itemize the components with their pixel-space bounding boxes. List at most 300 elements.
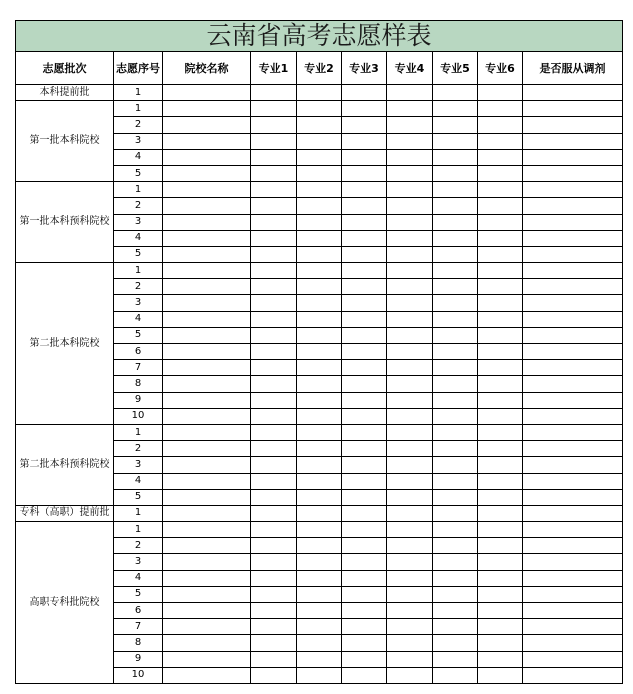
major-4-input-cell[interactable]: [387, 295, 433, 311]
adjust-input-cell[interactable]: [523, 133, 623, 149]
school-input-cell[interactable]: [163, 651, 251, 667]
major-3-input-cell[interactable]: [342, 149, 387, 165]
major-5-input-cell[interactable]: [433, 263, 478, 279]
major-2-input-cell[interactable]: [297, 441, 342, 457]
major-2-input-cell[interactable]: [297, 182, 342, 198]
major-2-input-cell[interactable]: [297, 311, 342, 327]
major-6-input-cell[interactable]: [478, 635, 523, 651]
major-6-input-cell[interactable]: [478, 619, 523, 635]
school-input-cell[interactable]: [163, 117, 251, 133]
major-1-input-cell[interactable]: [251, 619, 297, 635]
major-6-input-cell[interactable]: [478, 198, 523, 214]
major-5-input-cell[interactable]: [433, 489, 478, 505]
adjust-input-cell[interactable]: [523, 489, 623, 505]
school-input-cell[interactable]: [163, 538, 251, 554]
major-2-input-cell[interactable]: [297, 214, 342, 230]
major-4-input-cell[interactable]: [387, 441, 433, 457]
major-3-input-cell[interactable]: [342, 538, 387, 554]
major-5-input-cell[interactable]: [433, 603, 478, 619]
school-input-cell[interactable]: [163, 667, 251, 683]
major-5-input-cell[interactable]: [433, 279, 478, 295]
major-4-input-cell[interactable]: [387, 651, 433, 667]
major-3-input-cell[interactable]: [342, 505, 387, 521]
major-5-input-cell[interactable]: [433, 522, 478, 538]
major-4-input-cell[interactable]: [387, 392, 433, 408]
major-1-input-cell[interactable]: [251, 408, 297, 424]
adjust-input-cell[interactable]: [523, 344, 623, 360]
adjust-input-cell[interactable]: [523, 473, 623, 489]
adjust-input-cell[interactable]: [523, 619, 623, 635]
school-input-cell[interactable]: [163, 295, 251, 311]
adjust-input-cell[interactable]: [523, 149, 623, 165]
major-1-input-cell[interactable]: [251, 360, 297, 376]
major-3-input-cell[interactable]: [342, 263, 387, 279]
major-3-input-cell[interactable]: [342, 360, 387, 376]
major-1-input-cell[interactable]: [251, 538, 297, 554]
major-3-input-cell[interactable]: [342, 327, 387, 343]
adjust-input-cell[interactable]: [523, 230, 623, 246]
major-2-input-cell[interactable]: [297, 554, 342, 570]
major-4-input-cell[interactable]: [387, 165, 433, 181]
major-5-input-cell[interactable]: [433, 230, 478, 246]
major-4-input-cell[interactable]: [387, 457, 433, 473]
major-2-input-cell[interactable]: [297, 619, 342, 635]
adjust-input-cell[interactable]: [523, 392, 623, 408]
school-input-cell[interactable]: [163, 586, 251, 602]
adjust-input-cell[interactable]: [523, 311, 623, 327]
major-4-input-cell[interactable]: [387, 408, 433, 424]
school-input-cell[interactable]: [163, 133, 251, 149]
major-4-input-cell[interactable]: [387, 101, 433, 117]
major-3-input-cell[interactable]: [342, 279, 387, 295]
batch-label-cell: 第一批本科预科院校: [16, 182, 114, 263]
major-6-input-cell[interactable]: [478, 489, 523, 505]
major-3-input-cell[interactable]: [342, 619, 387, 635]
major-1-input-cell[interactable]: [251, 327, 297, 343]
major-2-input-cell[interactable]: [297, 392, 342, 408]
major-4-input-cell[interactable]: [387, 311, 433, 327]
major-3-input-cell[interactable]: [342, 133, 387, 149]
major-2-input-cell[interactable]: [297, 344, 342, 360]
major-6-input-cell[interactable]: [478, 246, 523, 262]
major-6-input-cell[interactable]: [478, 570, 523, 586]
major-6-input-cell[interactable]: [478, 392, 523, 408]
major-2-input-cell[interactable]: [297, 133, 342, 149]
major-3-input-cell[interactable]: [342, 408, 387, 424]
major-6-input-cell[interactable]: [478, 505, 523, 521]
school-input-cell[interactable]: [163, 279, 251, 295]
school-input-cell[interactable]: [163, 85, 251, 101]
major-6-input-cell[interactable]: [478, 182, 523, 198]
major-5-input-cell[interactable]: [433, 441, 478, 457]
adjust-input-cell[interactable]: [523, 376, 623, 392]
major-5-input-cell[interactable]: [433, 538, 478, 554]
major-5-input-cell[interactable]: [433, 182, 478, 198]
major-2-input-cell[interactable]: [297, 408, 342, 424]
major-3-input-cell[interactable]: [342, 457, 387, 473]
major-6-input-cell[interactable]: [478, 133, 523, 149]
major-1-input-cell[interactable]: [251, 392, 297, 408]
major-3-input-cell[interactable]: [342, 473, 387, 489]
major-1-input-cell[interactable]: [251, 311, 297, 327]
major-1-input-cell[interactable]: [251, 554, 297, 570]
major-4-input-cell[interactable]: [387, 376, 433, 392]
major-2-input-cell[interactable]: [297, 424, 342, 440]
major-6-input-cell[interactable]: [478, 85, 523, 101]
adjust-input-cell[interactable]: [523, 538, 623, 554]
school-input-cell[interactable]: [163, 360, 251, 376]
major-2-input-cell[interactable]: [297, 246, 342, 262]
major-6-input-cell[interactable]: [478, 457, 523, 473]
major-1-input-cell[interactable]: [251, 603, 297, 619]
major-6-input-cell[interactable]: [478, 327, 523, 343]
major-3-input-cell[interactable]: [342, 165, 387, 181]
major-4-input-cell[interactable]: [387, 619, 433, 635]
major-3-input-cell[interactable]: [342, 570, 387, 586]
major-1-input-cell[interactable]: [251, 214, 297, 230]
major-4-input-cell[interactable]: [387, 246, 433, 262]
school-input-cell[interactable]: [163, 570, 251, 586]
major-4-input-cell[interactable]: [387, 522, 433, 538]
major-1-input-cell[interactable]: [251, 635, 297, 651]
major-3-input-cell[interactable]: [342, 489, 387, 505]
major-2-input-cell[interactable]: [297, 376, 342, 392]
major-2-input-cell[interactable]: [297, 635, 342, 651]
school-input-cell[interactable]: [163, 635, 251, 651]
major-3-input-cell[interactable]: [342, 311, 387, 327]
school-input-cell[interactable]: [163, 489, 251, 505]
major-3-input-cell[interactable]: [342, 586, 387, 602]
major-1-input-cell[interactable]: [251, 457, 297, 473]
major-3-input-cell[interactable]: [342, 424, 387, 440]
major-4-input-cell[interactable]: [387, 263, 433, 279]
major-1-input-cell[interactable]: [251, 198, 297, 214]
school-input-cell[interactable]: [163, 522, 251, 538]
adjust-input-cell[interactable]: [523, 408, 623, 424]
major-1-input-cell[interactable]: [251, 182, 297, 198]
major-4-input-cell[interactable]: [387, 214, 433, 230]
major-1-input-cell[interactable]: [251, 667, 297, 683]
major-6-input-cell[interactable]: [478, 603, 523, 619]
major-2-input-cell[interactable]: [297, 473, 342, 489]
major-6-input-cell[interactable]: [478, 165, 523, 181]
major-5-input-cell[interactable]: [433, 133, 478, 149]
major-5-input-cell[interactable]: [433, 327, 478, 343]
school-input-cell[interactable]: [163, 263, 251, 279]
major-1-input-cell[interactable]: [251, 489, 297, 505]
school-input-cell[interactable]: [163, 311, 251, 327]
major-2-input-cell[interactable]: [297, 198, 342, 214]
major-6-input-cell[interactable]: [478, 667, 523, 683]
major-4-input-cell[interactable]: [387, 424, 433, 440]
major-1-input-cell[interactable]: [251, 295, 297, 311]
major-1-input-cell[interactable]: [251, 230, 297, 246]
major-5-input-cell[interactable]: [433, 473, 478, 489]
major-6-input-cell[interactable]: [478, 344, 523, 360]
major-2-input-cell[interactable]: [297, 505, 342, 521]
major-3-input-cell[interactable]: [342, 182, 387, 198]
major-4-input-cell[interactable]: [387, 635, 433, 651]
adjust-input-cell[interactable]: [523, 279, 623, 295]
major-3-input-cell[interactable]: [342, 651, 387, 667]
major-3-input-cell[interactable]: [342, 667, 387, 683]
major-6-input-cell[interactable]: [478, 473, 523, 489]
major-5-input-cell[interactable]: [433, 149, 478, 165]
adjust-input-cell[interactable]: [523, 182, 623, 198]
adjust-input-cell[interactable]: [523, 667, 623, 683]
major-6-input-cell[interactable]: [478, 441, 523, 457]
major-4-input-cell[interactable]: [387, 505, 433, 521]
major-3-input-cell[interactable]: [342, 376, 387, 392]
school-input-cell[interactable]: [163, 473, 251, 489]
major-5-input-cell[interactable]: [433, 570, 478, 586]
adjust-input-cell[interactable]: [523, 651, 623, 667]
major-5-input-cell[interactable]: [433, 424, 478, 440]
major-1-input-cell[interactable]: [251, 101, 297, 117]
major-4-input-cell[interactable]: [387, 279, 433, 295]
major-3-input-cell[interactable]: [342, 344, 387, 360]
major-2-input-cell[interactable]: [297, 570, 342, 586]
major-1-input-cell[interactable]: [251, 279, 297, 295]
major-1-input-cell[interactable]: [251, 117, 297, 133]
major-6-input-cell[interactable]: [478, 651, 523, 667]
major-2-input-cell[interactable]: [297, 101, 342, 117]
school-input-cell[interactable]: [163, 392, 251, 408]
school-input-cell[interactable]: [163, 101, 251, 117]
seq-number-cell: 2: [114, 441, 163, 457]
major-6-input-cell[interactable]: [478, 117, 523, 133]
school-input-cell[interactable]: [163, 182, 251, 198]
major-5-input-cell[interactable]: [433, 619, 478, 635]
major-2-input-cell[interactable]: [297, 149, 342, 165]
major-6-input-cell[interactable]: [478, 554, 523, 570]
major-2-input-cell[interactable]: [297, 230, 342, 246]
major-6-input-cell[interactable]: [478, 149, 523, 165]
adjust-input-cell[interactable]: [523, 295, 623, 311]
adjust-input-cell[interactable]: [523, 214, 623, 230]
major-5-input-cell[interactable]: [433, 165, 478, 181]
major-6-input-cell[interactable]: [478, 230, 523, 246]
major-3-input-cell[interactable]: [342, 554, 387, 570]
major-5-input-cell[interactable]: [433, 586, 478, 602]
major-3-input-cell[interactable]: [342, 117, 387, 133]
adjust-input-cell[interactable]: [523, 85, 623, 101]
major-6-input-cell[interactable]: [478, 263, 523, 279]
major-3-input-cell[interactable]: [342, 392, 387, 408]
major-3-input-cell[interactable]: [342, 522, 387, 538]
major-2-input-cell[interactable]: [297, 85, 342, 101]
major-5-input-cell[interactable]: [433, 505, 478, 521]
major-2-input-cell[interactable]: [297, 279, 342, 295]
adjust-input-cell[interactable]: [523, 505, 623, 521]
major-5-input-cell[interactable]: [433, 392, 478, 408]
major-1-input-cell[interactable]: [251, 376, 297, 392]
major-5-input-cell[interactable]: [433, 360, 478, 376]
major-4-input-cell[interactable]: [387, 344, 433, 360]
major-1-input-cell[interactable]: [251, 586, 297, 602]
major-5-input-cell[interactable]: [433, 101, 478, 117]
major-5-input-cell[interactable]: [433, 198, 478, 214]
major-2-input-cell[interactable]: [297, 603, 342, 619]
major-3-input-cell[interactable]: [342, 441, 387, 457]
major-6-input-cell[interactable]: [478, 214, 523, 230]
major-4-input-cell[interactable]: [387, 182, 433, 198]
major-5-input-cell[interactable]: [433, 667, 478, 683]
major-2-input-cell[interactable]: [297, 295, 342, 311]
major-4-input-cell[interactable]: [387, 133, 433, 149]
major-1-input-cell[interactable]: [251, 149, 297, 165]
adjust-input-cell[interactable]: [523, 522, 623, 538]
major-2-input-cell[interactable]: [297, 327, 342, 343]
major-5-input-cell[interactable]: [433, 651, 478, 667]
major-5-input-cell[interactable]: [433, 311, 478, 327]
major-6-input-cell[interactable]: [478, 376, 523, 392]
major-2-input-cell[interactable]: [297, 667, 342, 683]
major-2-input-cell[interactable]: [297, 651, 342, 667]
major-3-input-cell[interactable]: [342, 635, 387, 651]
major-1-input-cell[interactable]: [251, 424, 297, 440]
seq-number-cell: 4: [114, 473, 163, 489]
school-input-cell[interactable]: [163, 554, 251, 570]
seq-number-cell: 3: [114, 457, 163, 473]
major-3-input-cell[interactable]: [342, 101, 387, 117]
major-1-input-cell[interactable]: [251, 246, 297, 262]
major-1-input-cell[interactable]: [251, 165, 297, 181]
major-4-input-cell[interactable]: [387, 489, 433, 505]
major-2-input-cell[interactable]: [297, 522, 342, 538]
major-4-input-cell[interactable]: [387, 149, 433, 165]
school-input-cell[interactable]: [163, 149, 251, 165]
school-input-cell[interactable]: [163, 603, 251, 619]
major-5-input-cell[interactable]: [433, 376, 478, 392]
major-2-input-cell[interactable]: [297, 165, 342, 181]
major-6-input-cell[interactable]: [478, 360, 523, 376]
major-6-input-cell[interactable]: [478, 408, 523, 424]
major-6-input-cell[interactable]: [478, 311, 523, 327]
school-input-cell[interactable]: [163, 165, 251, 181]
major-3-input-cell[interactable]: [342, 246, 387, 262]
major-1-input-cell[interactable]: [251, 133, 297, 149]
major-4-input-cell[interactable]: [387, 570, 433, 586]
adjust-input-cell[interactable]: [523, 117, 623, 133]
major-3-input-cell[interactable]: [342, 198, 387, 214]
major-5-input-cell[interactable]: [433, 246, 478, 262]
adjust-input-cell[interactable]: [523, 246, 623, 262]
major-6-input-cell[interactable]: [478, 586, 523, 602]
school-input-cell[interactable]: [163, 327, 251, 343]
major-3-input-cell[interactable]: [342, 230, 387, 246]
adjust-input-cell[interactable]: [523, 165, 623, 181]
adjust-input-cell[interactable]: [523, 441, 623, 457]
adjust-input-cell[interactable]: [523, 360, 623, 376]
major-4-input-cell[interactable]: [387, 327, 433, 343]
major-2-input-cell[interactable]: [297, 538, 342, 554]
major-1-input-cell[interactable]: [251, 263, 297, 279]
school-input-cell[interactable]: [163, 214, 251, 230]
major-5-input-cell[interactable]: [433, 344, 478, 360]
major-4-input-cell[interactable]: [387, 360, 433, 376]
major-2-input-cell[interactable]: [297, 360, 342, 376]
major-5-input-cell[interactable]: [433, 117, 478, 133]
adjust-input-cell[interactable]: [523, 263, 623, 279]
adjust-input-cell[interactable]: [523, 635, 623, 651]
adjust-input-cell[interactable]: [523, 327, 623, 343]
adjust-input-cell[interactable]: [523, 198, 623, 214]
adjust-input-cell[interactable]: [523, 570, 623, 586]
school-input-cell[interactable]: [163, 246, 251, 262]
adjust-input-cell[interactable]: [523, 457, 623, 473]
major-1-input-cell[interactable]: [251, 651, 297, 667]
major-5-input-cell[interactable]: [433, 457, 478, 473]
major-2-input-cell[interactable]: [297, 586, 342, 602]
adjust-input-cell[interactable]: [523, 603, 623, 619]
school-input-cell[interactable]: [163, 408, 251, 424]
school-input-cell[interactable]: [163, 505, 251, 521]
major-1-input-cell[interactable]: [251, 344, 297, 360]
major-4-input-cell[interactable]: [387, 230, 433, 246]
major-5-input-cell[interactable]: [433, 408, 478, 424]
major-4-input-cell[interactable]: [387, 198, 433, 214]
school-input-cell[interactable]: [163, 376, 251, 392]
major-1-input-cell[interactable]: [251, 473, 297, 489]
major-4-input-cell[interactable]: [387, 473, 433, 489]
major-1-input-cell[interactable]: [251, 85, 297, 101]
major-4-input-cell[interactable]: [387, 554, 433, 570]
major-6-input-cell[interactable]: [478, 538, 523, 554]
school-input-cell[interactable]: [163, 198, 251, 214]
major-2-input-cell[interactable]: [297, 457, 342, 473]
school-input-cell[interactable]: [163, 344, 251, 360]
major-1-input-cell[interactable]: [251, 570, 297, 586]
major-2-input-cell[interactable]: [297, 117, 342, 133]
adjust-input-cell[interactable]: [523, 554, 623, 570]
major-6-input-cell[interactable]: [478, 279, 523, 295]
major-1-input-cell[interactable]: [251, 441, 297, 457]
major-5-input-cell[interactable]: [433, 554, 478, 570]
major-2-input-cell[interactable]: [297, 263, 342, 279]
adjust-input-cell[interactable]: [523, 586, 623, 602]
major-4-input-cell[interactable]: [387, 117, 433, 133]
major-1-input-cell[interactable]: [251, 505, 297, 521]
major-3-input-cell[interactable]: [342, 295, 387, 311]
major-3-input-cell[interactable]: [342, 603, 387, 619]
major-6-input-cell[interactable]: [478, 522, 523, 538]
major-5-input-cell[interactable]: [433, 85, 478, 101]
major-5-input-cell[interactable]: [433, 295, 478, 311]
major-4-input-cell[interactable]: [387, 667, 433, 683]
adjust-input-cell[interactable]: [523, 424, 623, 440]
major-6-input-cell[interactable]: [478, 101, 523, 117]
major-2-input-cell[interactable]: [297, 489, 342, 505]
major-4-input-cell[interactable]: [387, 586, 433, 602]
major-5-input-cell[interactable]: [433, 214, 478, 230]
school-input-cell[interactable]: [163, 457, 251, 473]
major-4-input-cell[interactable]: [387, 85, 433, 101]
adjust-input-cell[interactable]: [523, 101, 623, 117]
major-4-input-cell[interactable]: [387, 538, 433, 554]
major-1-input-cell[interactable]: [251, 522, 297, 538]
major-6-input-cell[interactable]: [478, 424, 523, 440]
major-6-input-cell[interactable]: [478, 295, 523, 311]
major-3-input-cell[interactable]: [342, 214, 387, 230]
major-5-input-cell[interactable]: [433, 635, 478, 651]
major-4-input-cell[interactable]: [387, 603, 433, 619]
school-input-cell[interactable]: [163, 230, 251, 246]
school-input-cell[interactable]: [163, 619, 251, 635]
school-input-cell[interactable]: [163, 441, 251, 457]
major-3-input-cell[interactable]: [342, 85, 387, 101]
school-input-cell[interactable]: [163, 424, 251, 440]
